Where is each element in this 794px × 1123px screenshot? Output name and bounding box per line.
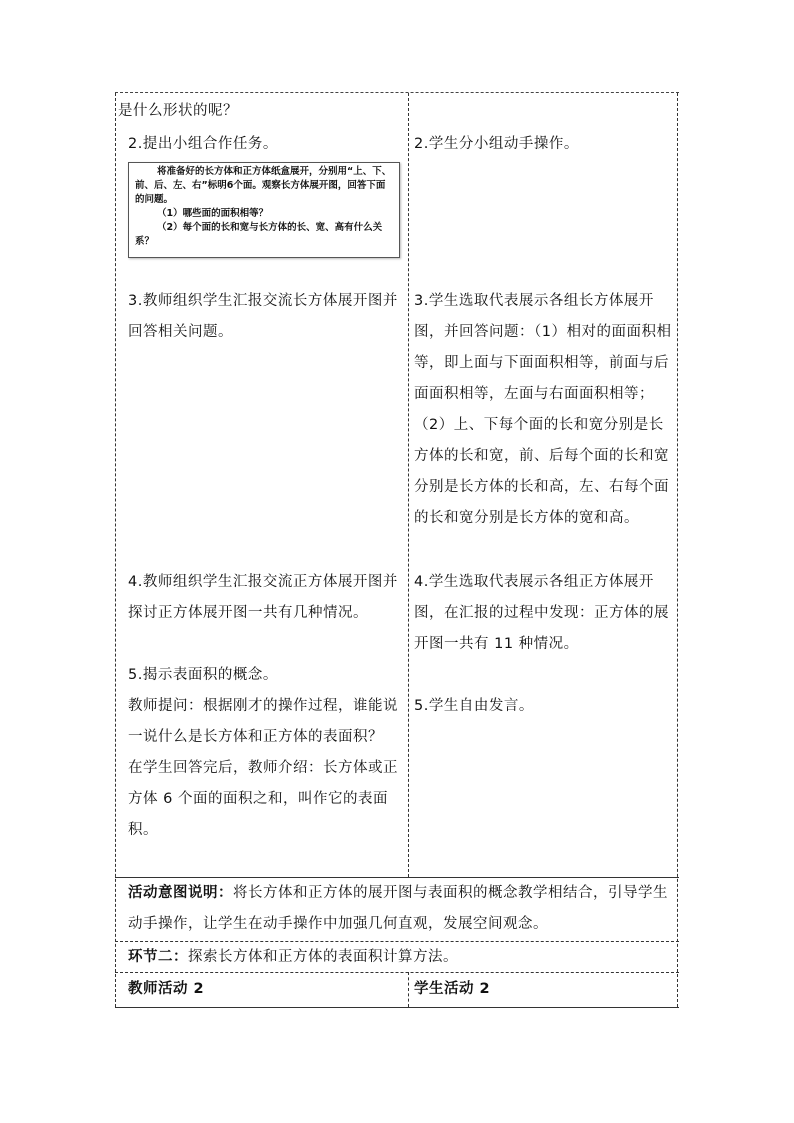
left-step3: 3.教师组织学生汇报交流长方体展开图并回答相关问题。 [128, 293, 398, 340]
step5-intro: 在学生回答完后，教师介绍：长方体或正方体 6 个面的面积之和，叫作它的表面积。 [128, 760, 398, 838]
right-step3: 3.学生选取代表展示各组长方体展开图，并回答问题：（1）相对的面面积相等，即上面与下面面积相等，前面与后面面积相等，左面与右面面积相等；（2）上、下每个面的长和宽分别是长方体的长和宽，前、后每个面的长和宽分别是长方体的长和高，左、右每个面的长和宽分别是长方体的宽和高。 [414, 293, 672, 526]
student-activity-header: 学生活动 2 [414, 981, 491, 997]
left-cont: 是什么形状的呢？ [118, 103, 238, 119]
task-question-2: （2）每个面的长和宽与长方体的长、宽、高有什么关系？ [135, 222, 383, 247]
column-divider [408, 93, 409, 877]
task-question-1: （1）哪些面的面积相等？ [157, 208, 269, 219]
intent-row [128, 878, 673, 940]
task-intro: 将准备好的长方体和正方体纸盒展开，分别用“上、下、前、后、左、右”标明6个面。观察长方体展开图，回答下面的问题。 [135, 166, 392, 205]
right-border [677, 93, 678, 1007]
section2-label: 环节二： [128, 949, 188, 965]
left-step5 [128, 660, 403, 846]
right-step5: 5.学生自由发言。 [414, 698, 534, 714]
step5-question: 教师提问：根据刚才的操作过程，谁能说一说什么是长方体和正方体的表面积？ [128, 698, 398, 745]
right-step2: 2.学生分小组动手操作。 [414, 136, 579, 152]
left-border [115, 93, 116, 1007]
right-step4: 4.学生选取代表展示各组正方体展开图，在汇报的过程中发现：正方体的展开图一共有 11 种情况。 [414, 574, 669, 652]
header-divider [408, 972, 409, 1007]
section2-text: 探索长方体和正方体的表面积计算方法。 [188, 949, 458, 965]
intent-text: 将长方体和正方体的展开图与表面积的概念教学相结合，引导学生动手操作，让学生在动手操作中加强几何直观，发展空间观念。 [128, 885, 668, 932]
teacher-activity-header: 教师活动 2 [128, 981, 205, 997]
lesson-table [115, 92, 679, 1008]
section2-row [128, 942, 673, 973]
left-step4: 4.教师组织学生汇报交流正方体展开图并探讨正方体展开图一共有几种情况。 [128, 574, 398, 621]
left-step2: 2.提出小组合作任务。 [128, 136, 278, 152]
step5-title: 5.揭示表面积的概念。 [128, 667, 278, 683]
task-box [128, 162, 400, 258]
intent-label: 活动意图说明： [128, 885, 233, 901]
